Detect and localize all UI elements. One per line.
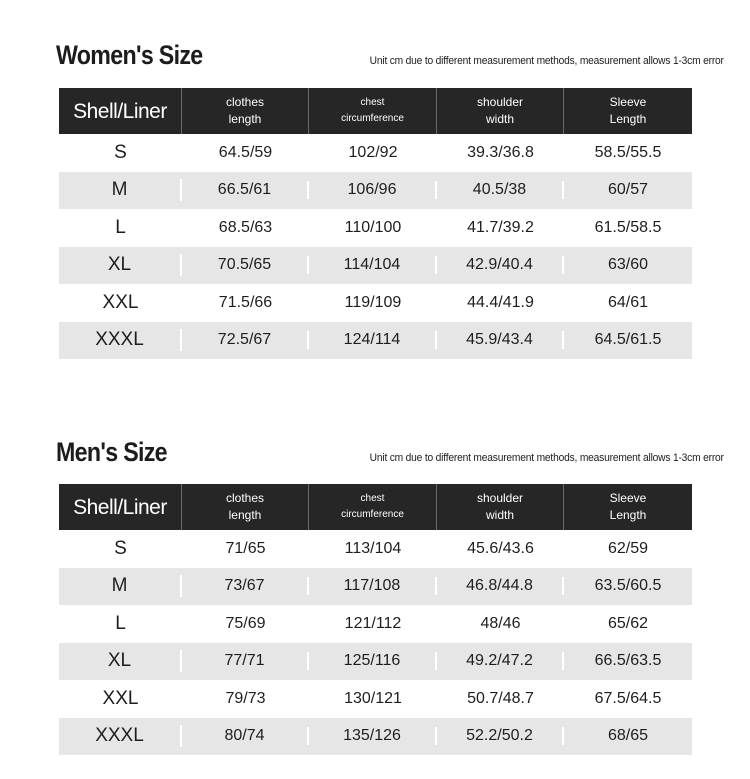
table-cell: 48/46 — [480, 614, 521, 632]
header-chest-circumference — [309, 88, 437, 134]
table-cell: 130/121 — [344, 689, 402, 707]
header-label: width — [485, 112, 514, 126]
table-cell: 42.9/40.4 — [437, 256, 564, 274]
header-label: shoulder — [476, 95, 524, 109]
table-row — [59, 530, 692, 568]
table-cell: 79/73 — [225, 689, 266, 707]
table-cell: 61.5/58.5 — [594, 218, 662, 236]
table-row — [59, 568, 692, 606]
table-cell: 52.2/50.2 — [437, 727, 564, 745]
table-cell: 62/59 — [607, 539, 649, 557]
table-cell: 63.5/60.5 — [594, 577, 662, 595]
table-cell: 41.7/39.2 — [467, 218, 534, 236]
table-row — [59, 134, 692, 172]
women-size-title: Women's Size — [56, 40, 203, 70]
size-cell: XXL — [102, 687, 139, 709]
table-cell: 110/100 — [344, 218, 402, 236]
table-cell: 80/74 — [182, 727, 309, 745]
table-row — [59, 209, 692, 247]
table-cell: 64.5/61.5 — [594, 331, 662, 349]
header-label: Length — [609, 112, 647, 126]
table-cell: 66.5/61 — [182, 181, 309, 199]
table-cell: 40.5/38 — [437, 181, 564, 199]
table-row — [59, 605, 692, 643]
men-size-title: Men's Size — [56, 437, 167, 467]
header-label: Shell/Liner — [73, 495, 167, 519]
table-cell: 63/60 — [607, 256, 649, 274]
table-row — [59, 643, 692, 681]
size-cell: S — [114, 537, 127, 559]
table-cell: 65/62 — [607, 614, 649, 632]
men-size-note: Unit cm due to different measurement methods, measurement allows 1-3cm error — [369, 452, 724, 464]
header-label: clothes — [225, 491, 265, 505]
header-label: Shell/Liner — [73, 99, 167, 123]
table-cell: 45.9/43.4 — [437, 331, 564, 349]
table-cell: 60/57 — [607, 181, 649, 199]
header-clothes-length — [182, 88, 309, 134]
header-label: chest — [360, 493, 385, 504]
table-cell: 70.5/65 — [182, 256, 309, 274]
header-label: circumference — [341, 113, 404, 124]
header-shell-liner — [59, 484, 182, 530]
header-shell-liner — [59, 88, 182, 134]
size-cell: M — [59, 179, 182, 201]
table-cell: 121/112 — [344, 614, 402, 632]
size-cell: XL — [59, 650, 182, 672]
table-cell: 39.3/36.8 — [467, 143, 534, 161]
header-label: length — [228, 508, 262, 522]
header-label: shoulder — [476, 491, 524, 505]
header-label: length — [228, 112, 262, 126]
table-row — [59, 247, 692, 285]
table-cell: 46.8/44.8 — [437, 577, 564, 595]
header-label: Length — [609, 508, 647, 522]
table-cell: 114/104 — [309, 256, 437, 274]
table-cell: 102/92 — [348, 143, 398, 161]
size-cell: XXXL — [59, 329, 182, 351]
table-row — [59, 172, 692, 210]
size-cell: XXXL — [59, 725, 182, 747]
table-row — [59, 284, 692, 322]
header-label: Sleeve — [609, 95, 647, 109]
table-cell: 45.6/43.6 — [467, 539, 534, 557]
table-cell: 71/65 — [225, 539, 266, 557]
header-shoulder-width — [437, 88, 564, 134]
table-cell: 72.5/67 — [182, 331, 309, 349]
table-cell: 50.7/48.7 — [467, 689, 534, 707]
table-cell: 73/67 — [182, 577, 309, 595]
women-size-table — [59, 88, 692, 359]
men-size-table — [59, 484, 692, 755]
table-cell: 75/69 — [225, 614, 266, 632]
table-cell: 58.5/55.5 — [594, 143, 662, 161]
table-cell: 49.2/47.2 — [437, 652, 564, 670]
size-cell: L — [115, 216, 126, 238]
table-cell: 113/104 — [344, 539, 402, 557]
table-cell: 44.4/41.9 — [467, 293, 534, 311]
table-cell: 124/114 — [309, 331, 437, 349]
header-label: clothes — [225, 95, 265, 109]
size-cell: XL — [59, 254, 182, 276]
size-cell: L — [115, 612, 126, 634]
table-cell: 71.5/66 — [218, 293, 273, 311]
table-header-row — [59, 88, 692, 134]
table-row — [59, 718, 692, 756]
header-label: Sleeve — [609, 491, 647, 505]
table-cell: 68/65 — [607, 727, 649, 745]
header-chest-circumference — [309, 484, 437, 530]
table-cell: 117/108 — [309, 577, 437, 595]
table-cell: 68.5/63 — [218, 218, 273, 236]
header-clothes-length — [182, 484, 309, 530]
size-cell: S — [114, 141, 127, 163]
table-cell: 66.5/63.5 — [594, 652, 662, 670]
table-header-row — [59, 484, 692, 530]
size-cell: XXL — [102, 291, 139, 313]
table-cell: 125/116 — [309, 652, 437, 670]
header-label: chest — [360, 97, 385, 108]
size-cell: M — [59, 575, 182, 597]
table-cell: 67.5/64.5 — [594, 689, 662, 707]
header-sleeve-length — [564, 484, 692, 530]
table-cell: 77/71 — [182, 652, 309, 670]
table-cell: 64.5/59 — [218, 143, 273, 161]
table-cell: 119/109 — [344, 293, 402, 311]
table-cell: 106/96 — [309, 181, 437, 199]
header-shoulder-width — [437, 484, 564, 530]
table-cell: 64/61 — [607, 293, 649, 311]
table-cell: 135/126 — [309, 727, 437, 745]
header-label: width — [485, 508, 514, 522]
header-label: circumference — [341, 509, 404, 520]
table-row — [59, 322, 692, 360]
table-row — [59, 680, 692, 718]
header-sleeve-length — [564, 88, 692, 134]
women-size-note: Unit cm due to different measurement methods, measurement allows 1-3cm error — [369, 55, 724, 67]
